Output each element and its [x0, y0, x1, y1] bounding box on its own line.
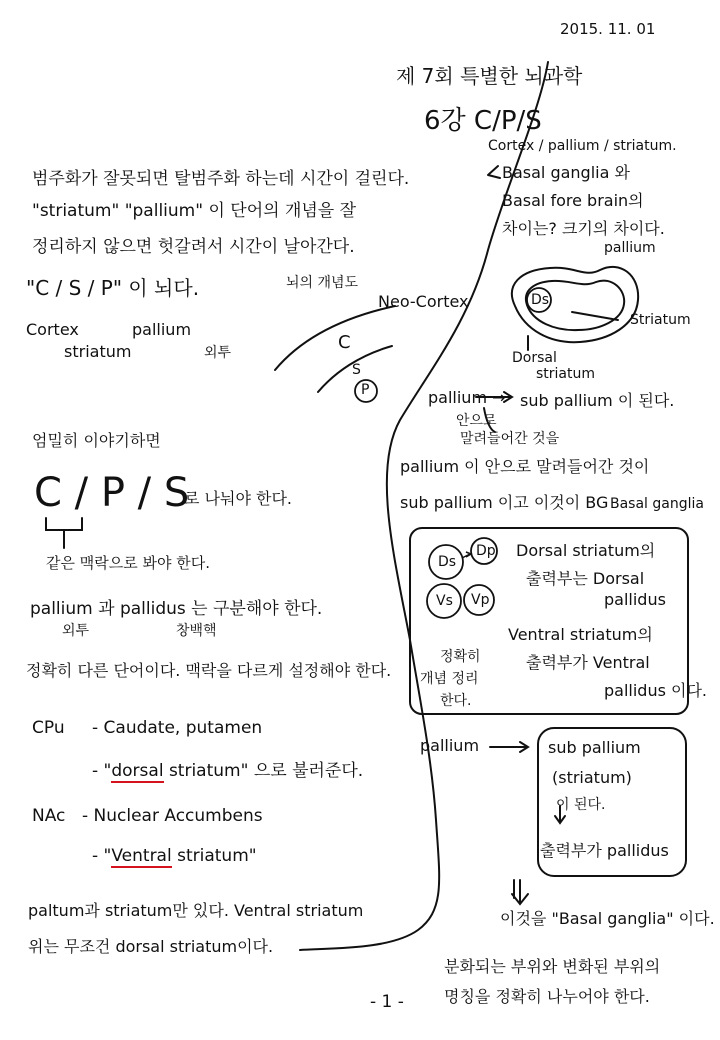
- nac-ventral-line: [92, 846, 257, 866]
- box1-line-6: pallidus 이다.: [604, 681, 708, 700]
- cpu-dorsal-prefix: - ": [92, 761, 112, 781]
- rolled-in-note: 말려들어간 것을: [460, 431, 560, 447]
- diagram-s: S: [352, 362, 361, 378]
- dorsal-underlined: dorsal: [111, 761, 164, 781]
- box1-line-2: 출력부는 Dorsal: [526, 569, 645, 588]
- cpu-dorsal-line: [92, 756, 363, 781]
- final-line-2: 명칭을 정확히 나누어야 한다.: [444, 987, 650, 1006]
- neo-cortex-arc-outer: [275, 306, 395, 370]
- cpu-abbr: CPu: [32, 718, 65, 738]
- diagram-striatum: Striatum: [630, 312, 691, 328]
- diagram-dorsal: Dorsal: [512, 350, 557, 366]
- series-title: 제 7회 특별한 뇌과학: [396, 64, 583, 88]
- box1-side-1: 정확히: [440, 649, 481, 665]
- box2-line-3: 이 된다.: [556, 797, 606, 813]
- diagram-p: P: [361, 382, 370, 398]
- box1-vp: Vp: [471, 592, 490, 608]
- csp-heading: "C / S / P" 이 뇌다.: [26, 276, 200, 300]
- nac-definition: - Nuclear Accumbens: [82, 806, 263, 826]
- ventral-underlined: Ventral: [111, 846, 172, 866]
- box1-ds: Ds: [438, 554, 457, 570]
- different-words: 정확히 다른 단어이다. 맥락을 다르게 설정해야 한다.: [26, 661, 392, 680]
- label-cortex: Cortex: [26, 320, 79, 339]
- label-oeturi: 외투: [204, 345, 232, 361]
- flow-pallium: pallium: [420, 736, 480, 755]
- box2-line-4: 출력부가 pallidus: [540, 841, 669, 860]
- cps-expansion: Cortex / pallium / striatum.: [488, 138, 677, 154]
- label-striatum: striatum: [64, 342, 132, 361]
- neo-cortex-label: Neo-Cortex: [378, 292, 469, 311]
- label-pallium: pallium: [132, 320, 192, 339]
- intro-line-3: 정리하지 않으면 헛갈려서 시간이 날아간다.: [32, 237, 355, 257]
- diagram-dorsal-striatum: striatum: [536, 366, 596, 382]
- context-note: 같은 맥락으로 봐야 한다.: [46, 554, 210, 572]
- inward-note: 안으로: [456, 413, 497, 429]
- diagram-ds: Ds: [531, 292, 550, 308]
- box1-line-4: Ventral striatum의: [508, 625, 653, 644]
- box1-dp: Dp: [476, 543, 496, 559]
- cpu-definition: - Caudate, putamen: [92, 718, 263, 738]
- box1-side-3: 한다.: [440, 693, 472, 709]
- closing-line-1: paltum과 striatum만 있다. Ventral striatum: [28, 901, 364, 920]
- date: 2015. 11. 01: [560, 20, 656, 38]
- diagram-pallium: pallium: [604, 240, 656, 256]
- pallium-rolled-line: pallium 이 안으로 말려들어간 것이: [400, 457, 650, 476]
- pallium-pallidus-line: pallium 과 pallidus 는 구분해야 한다.: [30, 599, 323, 619]
- brain-concept-label: 뇌의 개념도: [286, 275, 359, 291]
- box1-line-5: 출력부가 Ventral: [526, 653, 650, 672]
- cps-big: C / P / S: [34, 470, 190, 516]
- nac-abbr: NAc: [32, 806, 66, 826]
- final-line-1: 분화되는 부위와 변화된 부위의: [444, 957, 661, 976]
- basal-line-2: Basal fore brain의: [502, 191, 644, 210]
- basal-ganglia-is: 이것을 "Basal ganglia" 이다.: [500, 909, 715, 928]
- cpu-dorsal-suffix: striatum" 으로 불러준다.: [163, 761, 364, 781]
- intro-line-2: "striatum" "pallium" 이 단어의 개념을 잘: [32, 201, 357, 221]
- basal-line-3: 차이는? 크기의 차이다.: [502, 219, 665, 238]
- lecture-title: 6강 C/P/S: [424, 106, 542, 136]
- intro-line-1: 범주화가 잘못되면 탈범주화 하는데 시간이 걸린다.: [32, 169, 410, 189]
- closing-line-2: 위는 무조건 dorsal striatum이다.: [28, 937, 274, 956]
- basal-ganglia-small: Basal ganglia: [610, 496, 704, 512]
- basal-line-1: Basal ganglia 와: [502, 163, 630, 182]
- sub-arrow-left: pallium →: [428, 388, 506, 407]
- box2-line-2: (striatum): [552, 768, 632, 787]
- box1-line-1: Dorsal striatum의: [516, 541, 656, 560]
- subpallium-bg-line: sub pallium 이고 이것이 BG: [400, 493, 609, 512]
- strictly-speaking: 엄밀히 이야기하면: [32, 431, 161, 450]
- box1-line-3: pallidus: [604, 590, 666, 609]
- box2-line-1: sub pallium: [548, 738, 641, 757]
- cps-divide: 로 나눠야 한다.: [184, 489, 292, 508]
- oeturi-note: 외투: [62, 623, 90, 639]
- box1-vs: Vs: [436, 593, 453, 609]
- changbaekhaek-note: 창백핵: [176, 623, 217, 639]
- nac-ventral-suffix: striatum": [171, 846, 257, 866]
- box1-side-2: 개념 정리: [420, 671, 479, 687]
- page-number: - 1 -: [370, 992, 404, 1012]
- nac-ventral-prefix: - ": [92, 846, 112, 866]
- diagram-c: C: [338, 332, 351, 353]
- sub-arrow-right: sub pallium 이 된다.: [520, 391, 675, 410]
